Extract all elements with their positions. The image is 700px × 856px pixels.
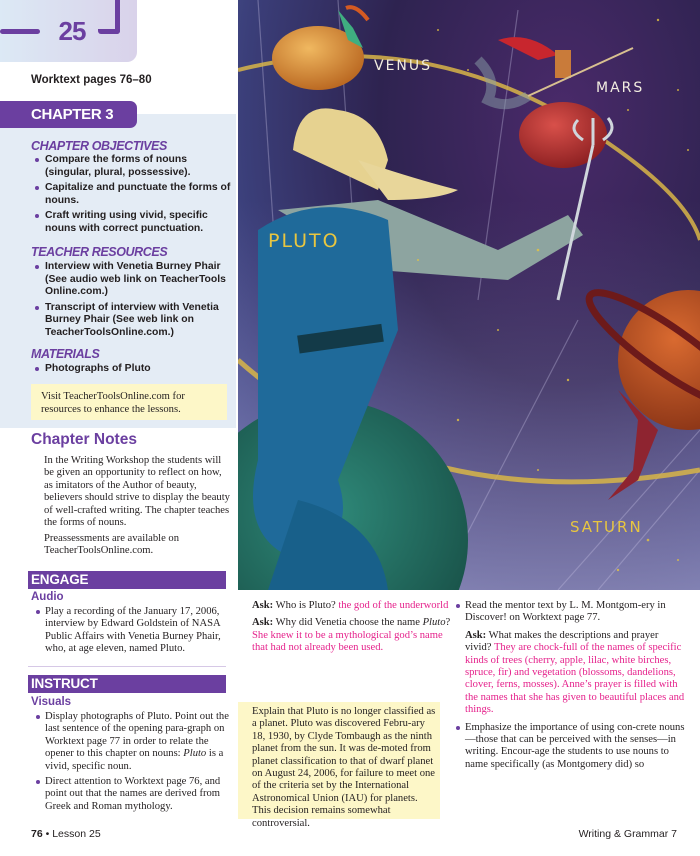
instruct-subheading: Visuals <box>31 696 72 708</box>
question-text: Why did Venetia choose the name <box>273 617 423 629</box>
pluto-fact-text: Explain that Pluto is no longer classified as a planet. Pluto was discovered Febru-ary 18, 1930, by Clyde Tombaugh as the ninth planet from the sun. It was de-moted from planet classification to that of dwarf planet on August 24, 2006, for failure to meet one of the criteria set by the International Astronomical Union (IAU) for planets. This decision remains somewhat controversial. <box>252 706 436 829</box>
concrete-nouns-item: Emphasize the importance of using con-crete nouns—those that can be perceived with the senses—in writing. Encour-age the students to use nouns to name specifically (as Montgomery did) so <box>456 722 686 772</box>
engage-heading: ENGAGE <box>28 571 226 589</box>
objective-item: Craft writing using vivid, specific nouns with correct punctuation. <box>35 210 231 235</box>
instruct-heading: INSTRUCT <box>28 675 226 693</box>
footer-separator: • <box>45 828 50 840</box>
material-item: Photographs of Pluto <box>35 363 231 376</box>
instruct-item-text: is a vivid, specific noun. <box>45 748 224 772</box>
question-text: Who is Pluto? <box>273 600 339 611</box>
question-text: What makes the descriptions and prayer vivid? <box>465 629 659 654</box>
saturn-label: SATURN <box>570 518 643 536</box>
chapter-notes-title: Chapter Notes <box>31 431 137 448</box>
ask-label: Ask: <box>252 600 274 611</box>
resource-item: Transcript of interview with Venetia Burney Phair (See web link on TeacherToolsOnline.com.) <box>35 302 231 340</box>
resources-list <box>35 261 231 342</box>
answer-text: They are chock-full of the names of specific kinds of trees (cherry, apple, lilac, white birches, spruce, fir) and vegetation (blossoms, dandelions, clover, ferns, mosses). Anne’s prayer is filled with the names that she has given to beautiful places and things. <box>465 642 685 716</box>
page-footer-left <box>31 828 101 840</box>
objective-item: Compare the forms of nouns (singular, plural, possessive). <box>35 154 231 179</box>
pluto-beard <box>358 160 458 200</box>
objective-item: Capitalize and punctuate the forms of nouns. <box>35 182 231 207</box>
chapter-notes-paragraph: In the Writing Workshop the students will be given an opportunity to reflect on how, as imitators of the Author of beauty, believers should strive to display the beauty of well-crafted writing. The chapter teaches the forms of nouns. <box>44 455 230 529</box>
materials-list <box>35 363 231 379</box>
tab-decor-line <box>115 0 120 34</box>
mars-label: MARS <box>596 80 645 96</box>
lesson-number: 25 <box>58 16 86 46</box>
engage-subheading: Audio <box>31 591 64 603</box>
worktext-pages: Worktext pages 76–80 <box>31 74 152 86</box>
instruct-item-text: Display photographs of Pluto. Point out the last sentence of the opening para-graph on Worktext page 77 in order to relate the opener to this chapter on nouns: <box>45 711 229 760</box>
instruct-item <box>36 711 230 773</box>
right-column <box>456 600 686 776</box>
answer-text: She knew it to be a mythological god’s name that had not already been used. <box>252 629 443 654</box>
answer-text: the god of the underworld <box>338 600 449 611</box>
objectives-list <box>35 154 231 238</box>
lesson-tab <box>0 0 137 62</box>
resource-item: Interview with Venetia Burney Phair (See audio web link on TeacherTools Online.com.) <box>35 261 231 299</box>
mentor-text: Read the mentor text by L. M. Montgom-ery in Discover! on Worktext page 77. <box>465 600 666 624</box>
objectives-heading: CHAPTER OBJECTIVES <box>31 139 167 153</box>
chapter-badge: CHAPTER 3 <box>0 101 137 128</box>
instruct-list <box>36 711 230 816</box>
engage-item: Play a recording of the January 17, 2006, interview by Edward Goldstein of NASA Public Affairs with Venetia Burney Phair, who, at age eleven, named Pluto. <box>36 606 230 656</box>
ask-label: Ask: <box>252 617 274 629</box>
mentor-text-item <box>456 600 686 717</box>
engage-list <box>36 606 230 659</box>
question-pluto <box>252 600 452 612</box>
footer-lesson: Lesson 25 <box>52 828 101 840</box>
resources-heading: TEACHER RESOURCES <box>31 245 168 259</box>
middle-column <box>252 600 452 660</box>
mars-cape <box>498 37 558 60</box>
question-venetia <box>252 617 452 654</box>
ask-label: Ask: <box>465 629 487 641</box>
book-title: Writing & Grammar 7 <box>578 828 677 840</box>
section-divider <box>28 666 226 667</box>
visit-note: Visit TeacherToolsOnline.com for resources to enhance the lessons. <box>31 384 227 420</box>
right-list <box>456 600 686 771</box>
instruct-item: Direct attention to Worktext page 76, and point out that the names are derived from Greek and Roman mythology. <box>36 776 230 813</box>
materials-heading: MATERIALS <box>31 347 100 361</box>
pluto-label: PLUTO <box>268 230 340 252</box>
smoke <box>478 60 528 104</box>
tab-decor-line <box>0 29 40 34</box>
preassessments-note: Preassessments are available on TeacherToolsOnline.com. <box>44 533 180 557</box>
mars-figure <box>555 50 571 78</box>
mythology-planets-illustration <box>238 0 700 590</box>
venus-label: VENUS <box>374 58 433 74</box>
question-italic: Pluto <box>422 617 446 629</box>
question-vivid <box>456 630 686 717</box>
question-text: ? <box>445 617 451 629</box>
page-number: 76 <box>31 828 43 840</box>
instruct-item-italic: Pluto <box>183 748 207 760</box>
